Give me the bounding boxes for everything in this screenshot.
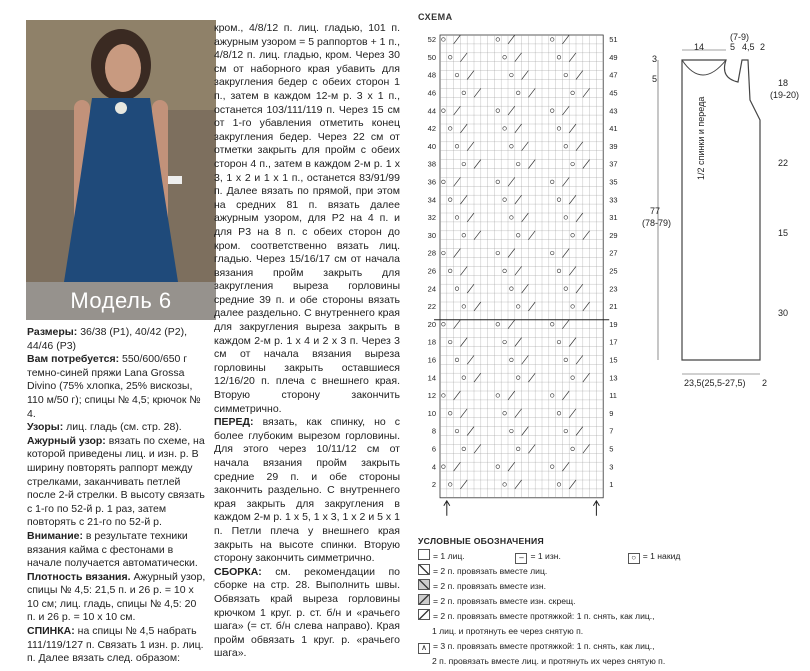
dim-3: 3 — [652, 54, 658, 64]
sk2p-icon: ∧ — [418, 643, 430, 654]
p2tog-cross-icon — [418, 594, 430, 605]
row-label-right: 23 — [609, 284, 618, 294]
row-label-right: 15 — [609, 355, 618, 365]
row-label-left: 24 — [427, 284, 436, 294]
dim-18: 18 — [778, 78, 789, 88]
assembly-label: СБОРКА: — [214, 565, 262, 578]
need-text: 550/600/650 г темно-синей пряжи Lana Grossa Divino (75% хлопка, 25% вискозы, 110 м/50 г); спицы № 4,5; крючок № 4. — [27, 353, 201, 420]
row-label-right: 43 — [609, 106, 618, 116]
row-label-right: 37 — [609, 159, 618, 169]
row-label-left: 40 — [427, 141, 436, 151]
repeat-arrow-icon — [444, 501, 450, 516]
legend-p2tog: = 2 п. провязать вместе изн. — [433, 581, 547, 591]
row-label-right: 27 — [609, 248, 618, 258]
purl-symbol-icon: – — [515, 553, 527, 564]
row-label-left: 34 — [427, 195, 436, 205]
garment-schematic — [642, 30, 810, 390]
row-label-right: 1 — [609, 480, 614, 490]
row-label-right: 17 — [609, 337, 618, 347]
text-column-2 — [214, 22, 400, 661]
legend-yo: = 1 накид — [642, 551, 681, 561]
back-instructions: кром., 4/8/12 п. лиц. гладью, 101 п. ажурным узором = 5 раппортов + 1 п., 4/8/12 п. лиц. гладью, кром. Через 30 см от наборного края убавить для закругления бедер с обеих сторон 1 п., затем в каждом 12-м р. 3 х 1 п., останется 103/111/119 п. Через 15 см от 1-го убавления отметить конец закругления бедер. Через 22 см от отметки закрыть для пройм с обеих сторон 4 п., затем в каждом 2-м р. 1 х 3, 1 х 2 и 1 х 1 п., останется 83/91/99 п. Далее вязать по прямой, при этом на средних 81 п. вязать далее ажурным узором, для Р2 на 4 п. и для Р3 на 8 п. с обеих сторон до кром. соответственно вязать лиц. гладью. Через 15/16/17 см от начала вязания пройм закрыть для закругления выреза горловины средние 39 п. и обе стороны вязать далее раздельно. С внутреннего края для закругления выреза закрыть в каждом 2-м р. 1 х 4 и 2 х 3 п. Через 3 см от начала вязания выреза горловины закрыть оставшиеся 12/16/20 п. плеча с внешнего края. Вторую сторону закончить симметрично. — [214, 22, 400, 415]
row-label-right: 31 — [609, 213, 618, 223]
patterns-text: лиц. гладь (см. стр. 28). — [63, 421, 182, 434]
sizes-label: Размеры: — [27, 326, 78, 338]
row-label-left: 26 — [427, 266, 436, 276]
chart-title: СХЕМА — [418, 12, 453, 22]
row-label-left: 10 — [427, 408, 436, 418]
legend-k2tog: = 2 п. провязать вместе лиц. — [433, 566, 548, 576]
dim-bottom: 23,5(25,5-27,5) — [684, 378, 746, 388]
dim-78-79: (78-79) — [642, 218, 672, 228]
dim-4-5: 4,5 — [742, 42, 755, 52]
row-label-right: 49 — [609, 52, 618, 62]
front-text: вязать, как спинку, но с более глубоким вырезом горловины. Для этого через 10/11/12 см от начала вязания пройм закрыть средние 29 п. и обе стороны закончить раздельно. С внутреннего края закрыть для закругления в каждом 2-м р. 1 х 5, 1 х 3, 1 х 2 и 5 х 1 п. Петли плеча у внешнего края закрыть на высоте спинки. Вторую сторону закончить симметрично. — [214, 416, 400, 565]
dim-19-20: (19-20) — [770, 90, 800, 100]
row-label-left: 36 — [427, 177, 436, 187]
row-label-left: 2 — [431, 480, 436, 490]
row-label-left: 50 — [427, 52, 436, 62]
dim-15: 15 — [778, 228, 789, 238]
schematic-inside-label: 1/2 спинки и переда — [696, 96, 706, 180]
assembly-text: см. рекомендации по сборке на стр. 28. Выполнить швы. Обвязать край выреза горловины крючком 1 круг. р. ст. б/н и «рачьего шага» (= ст. б/н слева направо). Края пройм обвязать 1 круг. р. «рачьего шага». — [214, 565, 400, 660]
repeat-arrow-icon — [593, 501, 599, 516]
row-label-right: 33 — [609, 195, 618, 205]
attention-text: в результате техники вязания кайма с фестонами в начале получается автоматически. — [27, 529, 198, 570]
row-label-left: 32 — [427, 213, 436, 223]
dim-22: 22 — [778, 158, 789, 168]
lace-label: Ажурный узор: — [27, 434, 106, 447]
row-label-right: 51 — [609, 35, 618, 45]
row-label-right: 21 — [609, 302, 618, 312]
row-label-left: 6 — [431, 444, 436, 454]
knit-symbol-icon — [418, 549, 430, 560]
row-label-right: 19 — [609, 319, 618, 329]
legend — [418, 534, 798, 669]
legend-purl: = 1 изн. — [530, 551, 561, 561]
row-label-right: 47 — [609, 70, 618, 80]
model-photo — [26, 20, 216, 320]
photo-caption: Модель 6 — [26, 282, 216, 320]
legend-ssk2: 1 лиц. и протянуть ее через снятую п. — [432, 626, 584, 636]
density-text: Ажурный узор, спицы № 4,5: 21,5 п. и 26 р. = 10 х 10 см; лиц. гладь, спицы № 4,5: 20 п. и 26 р. = 10 х 10 см. — [27, 570, 206, 624]
dim-30: 30 — [778, 308, 789, 318]
row-label-right: 7 — [609, 426, 614, 436]
legend-sk2p2: 2 п. провязать вместе лиц. и протянуть их через снятую п. — [432, 656, 666, 666]
legend-row-k2tog-cross — [418, 594, 798, 609]
row-label-left: 8 — [431, 426, 436, 436]
dim-2-bottom: 2 — [762, 378, 768, 388]
row-label-left: 38 — [427, 159, 436, 169]
model-illustration — [26, 20, 216, 320]
legend-sk2p: = 3 п. провязать вместе протяжкой: 1 п. снять, как лиц., — [433, 641, 655, 651]
yarn-over-icon: ○ — [628, 553, 640, 564]
sizes-text: 36/38 (Р1), 40/42 (Р2), 44/46 (Р3) — [27, 326, 188, 352]
row-label-left: 48 — [427, 70, 436, 80]
row-label-left: 12 — [427, 391, 436, 401]
row-label-left: 44 — [427, 106, 436, 116]
dim-7-9: (7-9) — [730, 32, 750, 42]
row-label-left: 46 — [427, 88, 436, 98]
row-label-left: 20 — [427, 319, 436, 329]
dim-14: 14 — [694, 42, 705, 52]
legend-row-k2tog — [418, 564, 798, 579]
row-label-left: 22 — [427, 302, 436, 312]
row-label-right: 29 — [609, 230, 618, 240]
row-label-left: 42 — [427, 124, 436, 134]
row-label-left: 4 — [431, 462, 436, 472]
row-label-right: 3 — [609, 462, 614, 472]
legend-k2tog-cross: = 2 п. провязать вместе изн. скрещ. — [433, 596, 576, 606]
row-label-left: 16 — [427, 355, 436, 365]
row-label-left: 14 — [427, 373, 436, 383]
legend-row-basic — [418, 549, 798, 564]
legend-row-ssk — [418, 609, 798, 624]
text-column-1 — [27, 326, 207, 666]
row-label-right: 25 — [609, 266, 618, 276]
legend-row-sk2p — [418, 639, 798, 654]
front-label: ПЕРЕД: — [214, 416, 254, 429]
k2tog-icon — [418, 564, 430, 575]
ssk-icon — [418, 609, 430, 620]
row-label-left: 28 — [427, 248, 436, 258]
row-label-left: 52 — [427, 35, 436, 45]
p2tog-icon — [418, 579, 430, 590]
row-label-right: 45 — [609, 88, 618, 98]
density-label: Плотность вязания. — [27, 570, 131, 583]
row-label-right: 35 — [609, 177, 618, 187]
dim-5-left: 5 — [652, 74, 658, 84]
row-label-right: 13 — [609, 373, 618, 383]
row-label-right: 41 — [609, 124, 618, 134]
row-label-right: 9 — [609, 408, 614, 418]
back-text: на спицы № 4,5 набрать 111/119/127 п. Связать 1 изн. р. лиц. п. Далее вязать след. образом: — [27, 625, 204, 665]
legend-ssk: = 2 п. провязать вместе протяжкой: 1 п. снять, как лиц., — [433, 611, 655, 621]
legend-knit: = 1 лиц. — [433, 551, 465, 561]
row-label-left: 30 — [427, 230, 436, 240]
back-label: СПИНКА: — [27, 625, 75, 638]
legend-title: УСЛОВНЫЕ ОБОЗНАЧЕНИЯ — [418, 536, 545, 546]
dim-77: 77 — [650, 206, 661, 216]
patterns-label: Узоры: — [27, 421, 64, 434]
row-label-right: 11 — [609, 391, 617, 401]
legend-row-p2tog — [418, 579, 798, 594]
dim-2-top: 2 — [760, 42, 766, 52]
dim-5-top: 5 — [730, 42, 736, 52]
lace-text: вязать по схеме, на которой приведены лиц. и изн. р. В ширину повторять раппорт между стрелками, заканчивать петлей после 2-й стрелки. В высоту связать с 1-го по 52-й р. 1 раз, затем повторять с 21-го по 52-й р. — [27, 434, 205, 529]
row-label-right: 5 — [609, 444, 614, 454]
knitting-chart — [418, 30, 618, 520]
attention-label: Внимание: — [27, 529, 83, 542]
row-label-right: 39 — [609, 141, 618, 151]
row-label-left: 18 — [427, 337, 436, 347]
need-label: Вам потребуется: — [27, 353, 120, 366]
